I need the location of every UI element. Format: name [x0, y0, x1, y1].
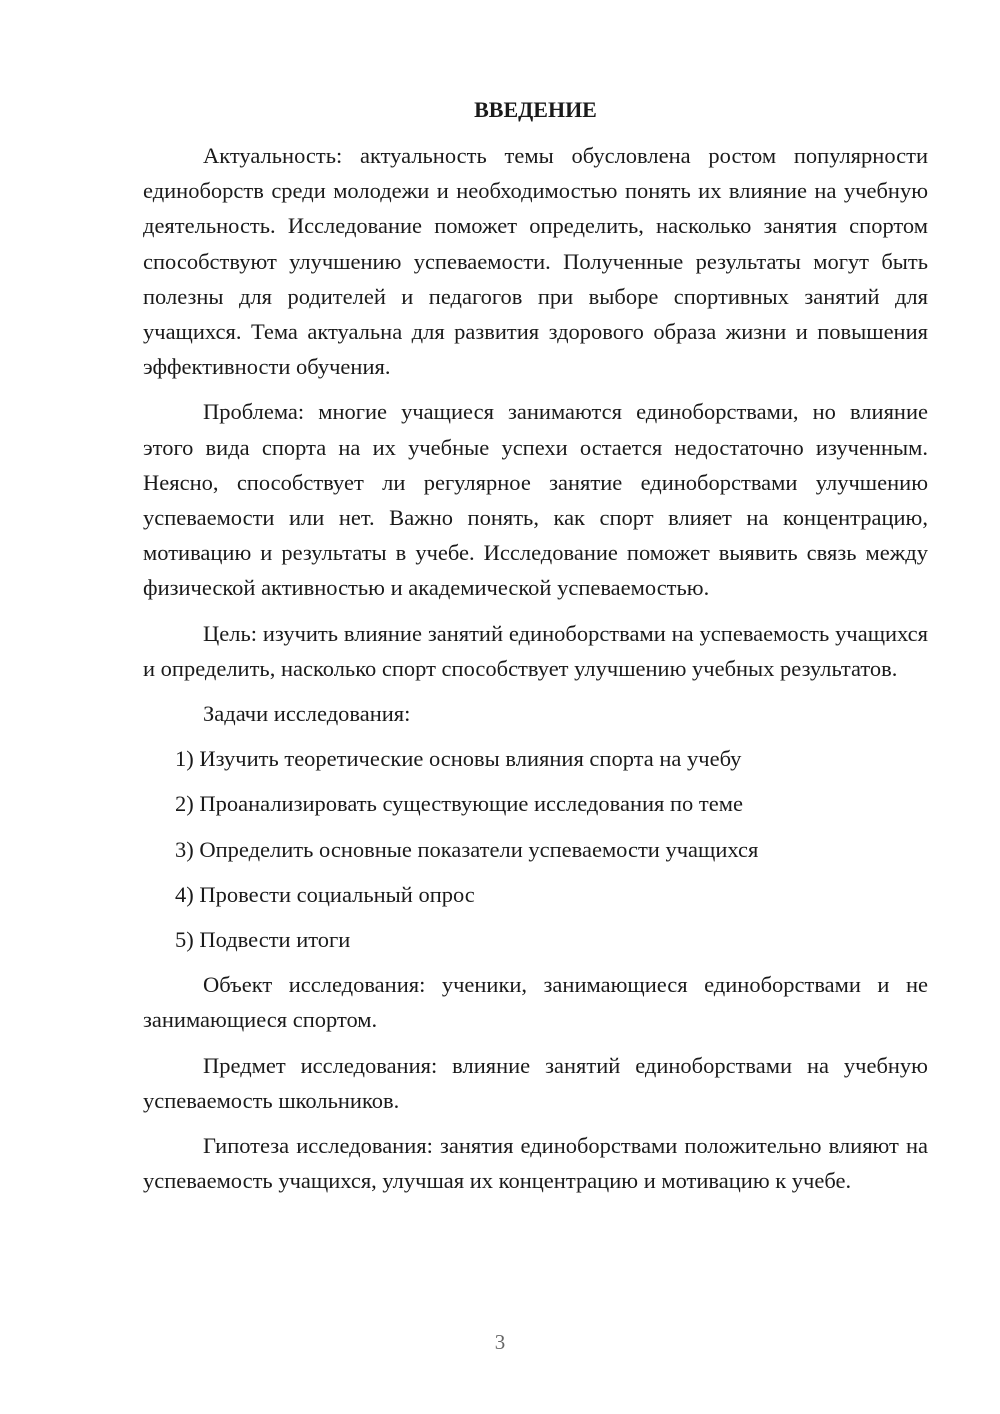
section-title: ВВЕДЕНИЕ: [474, 97, 597, 122]
page-number: 3: [494, 1330, 506, 1354]
relevance-paragraph: Актуальность: актуальность темы обусловлена ростом популярности единоборств среди молодежи и необходимостью понять их влияние на учебную деятельность. Исследование поможет определить, насколько занятия спортом способствуют улучшению успеваемости. Полученные результаты могут быть полезны для родителей и педагогов при выборе спортивных занятий для учащихся. Тема актуальна для развития здорового образа жизни и повышения эффективности обучения.: [143, 143, 928, 380]
tasks-heading: Задачи исследования:: [203, 701, 411, 727]
goal-paragraph: Цель: изучить влияние занятий единоборствами на успеваемость учащихся и определить, насколько спорт способствует улучшению учебных результатов.: [143, 620, 928, 681]
object-paragraph: Объект исследования: ученики, занимающиеся единоборствами и не занимающиеся спортом.: [143, 972, 928, 1033]
document-page: [143, 90, 928, 1208]
task-item: 3) Определить основные показатели успеваемости учащихся: [175, 836, 759, 862]
task-item: 2) Проанализировать существующие исследования по теме: [175, 791, 743, 817]
task-item: 4) Провести социальный опрос: [175, 881, 475, 907]
task-item: 5) Подвести итоги: [175, 927, 351, 953]
problem-paragraph: Проблема: многие учащиеся занимаются единоборствами, но влияние этого вида спорта на их учебные успехи остается недостаточно изученным. Неясно, способствует ли регулярное занятие единоборствами улучшению успеваемости или нет. Важно понять, как спорт влияет на концентрацию, мотивацию и результаты в учебе. Исследование поможет выявить связь между физической активностью и академической успеваемостью.: [143, 399, 928, 601]
subject-paragraph: Предмет исследования: влияние занятий единоборствами на учебную успеваемость школьников.: [143, 1052, 928, 1113]
task-item: 1) Изучить теоретические основы влияния спорта на учебу: [175, 746, 742, 772]
hypothesis-paragraph: Гипотеза исследования: занятия единоборствами положительно влияют на успеваемость учащихся, улучшая их концентрацию и мотивацию к учебе.: [143, 1133, 928, 1194]
tasks-list: [143, 741, 928, 957]
